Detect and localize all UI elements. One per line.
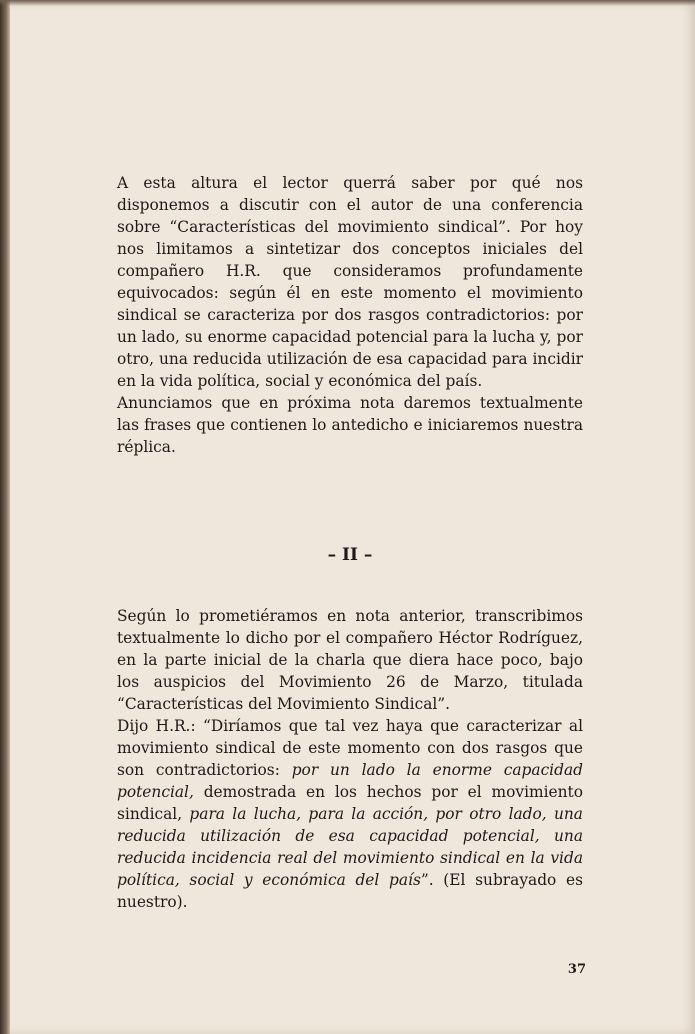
- quote-middle: demostrada en los hechos por el movimiento sindical,: [117, 783, 583, 823]
- quote-intro: Dijo H.R.: “Diríamos que tal vez haya que caracterizar al movimiento sindical de este momento con dos rasgos que son contradictorios:: [117, 717, 583, 779]
- section-one-text: [117, 172, 583, 458]
- paragraph-quote: [117, 715, 583, 913]
- page-top-edge: [0, 0, 695, 6]
- quote-end: ”. (El subrayado es nuestro).: [117, 871, 583, 911]
- section-heading: – II –: [327, 545, 373, 565]
- paragraph-announcement: Anunciamos que en próxima nota daremos textualmente las frases que contienen lo antedicho e iniciaremos nuestra réplica.: [117, 394, 583, 456]
- quote-italic-second: para la lucha, para la acción, por otro lado, una reducida utilización de esa capacidad potencial, una reducida incidencia real del movimiento sindical en la vida política, social y económica del país: [117, 805, 583, 889]
- quote-italic-first: por un lado la enorme capacidad potencial,: [117, 761, 583, 801]
- paragraph-intro: A esta altura el lector querrá saber por qué nos disponemos a discutir con el autor de una conferencia sobre “Características del movimiento sindical”. Por hoy nos limitamos a sintetizar dos conceptos iniciales del compañero H.R. que consideramos profundamente equivocados: según él en este momento el movimiento sindical se caracteriza por dos rasgos contradictorios: por un lado, su enorme capacidad potencial para la lucha y, por otro, una reducida utilización de esa capacidad para incidir en la vida política, social y económica del país.: [117, 174, 583, 390]
- paragraph-transcription: Según lo prometiéramos en nota anterior, transcribimos textualmente lo dicho por el compañero Héctor Rodríguez, en la parte inicial de la charla que diera hace poco, bajo los auspicios del Movimiento 26 de Marzo, titulada “Características del Movimiento Sindical”.: [117, 607, 583, 713]
- page-binding-edge: [0, 0, 10, 1034]
- page-number: 37: [567, 962, 586, 977]
- section-two-text: [117, 605, 583, 913]
